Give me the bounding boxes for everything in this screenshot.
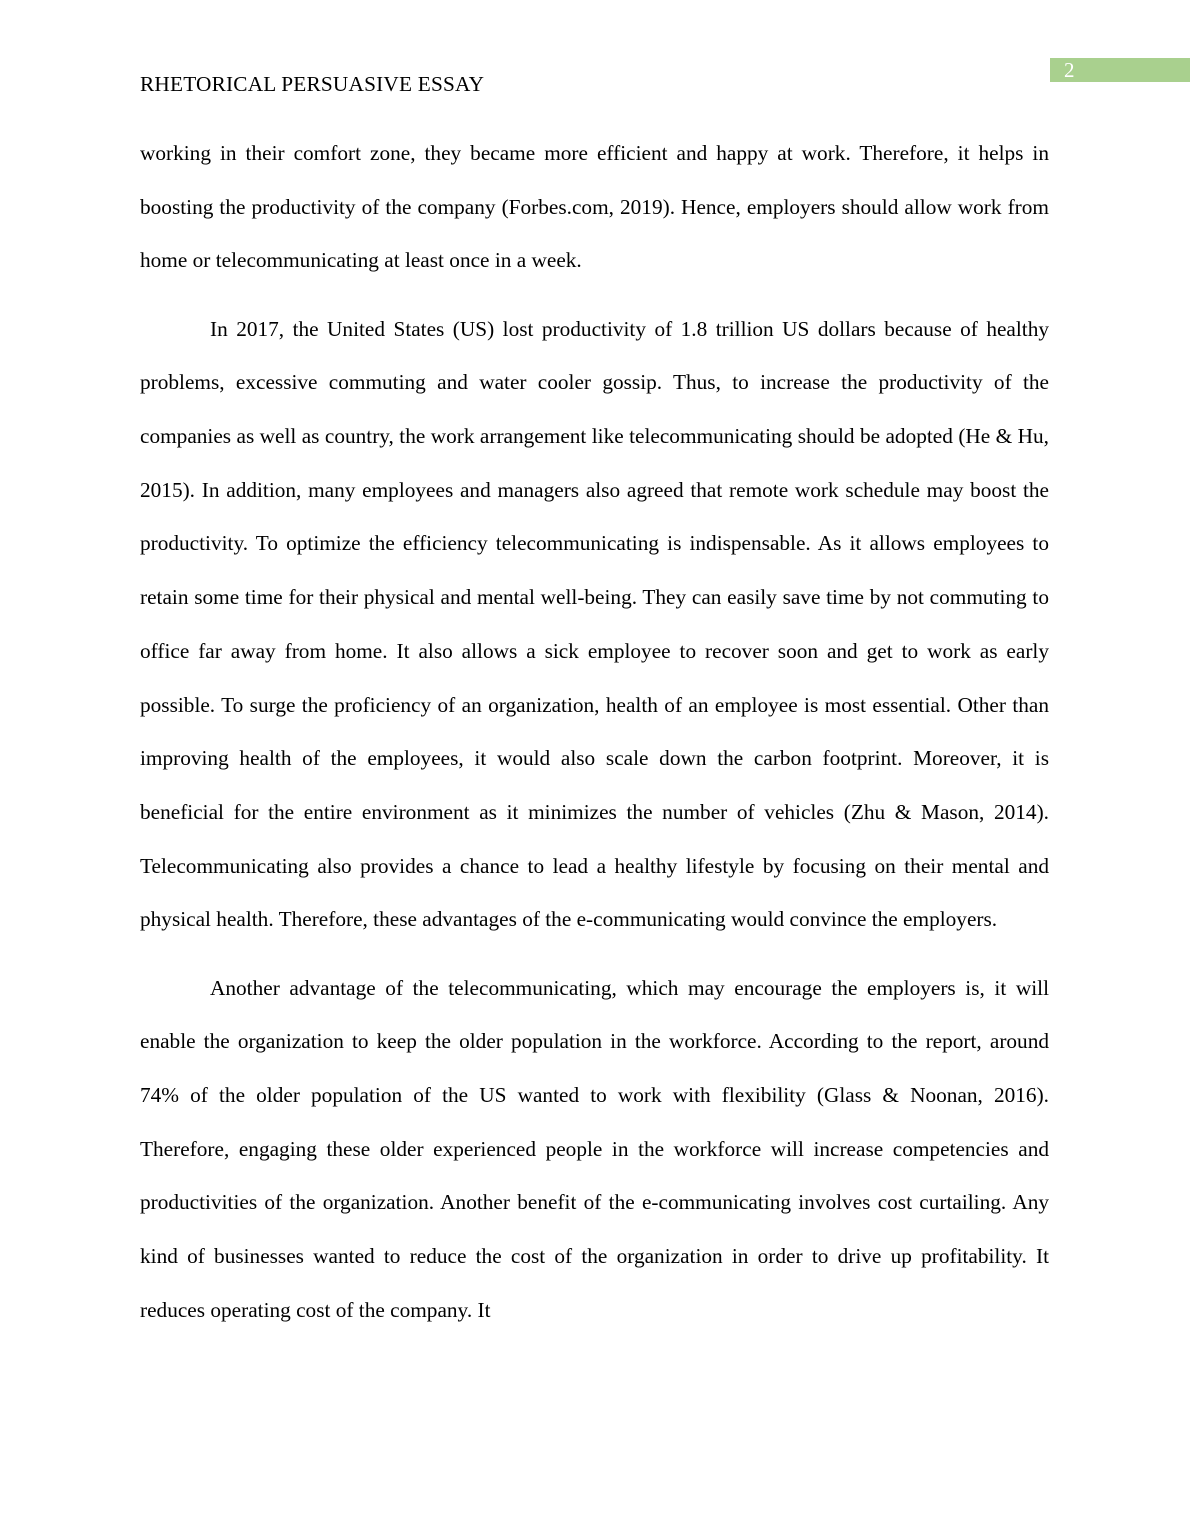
paragraph-continuation: working in their comfort zone, they became more efficient and happy at work. Therefore, it helps in boosting the productivity of the company (Forbes.com, 2019). Hence, employers should allow work from home or telecommunicating at least once in a week. — [140, 141, 1049, 273]
page-number: 2 — [1064, 58, 1075, 82]
paragraph-older-workforce: Another advantage of the telecommunicating, which may encourage the employers is, it will enable the organization to keep the older population in the workforce. According to the report, around 74% of the older population of the US wanted to work with flexibility (Glass & Noonan, 2016). Therefore, engaging these older experienced people in the workforce will increase competencies and productivities of the organization. Another benefit of the e-communicating involves cost curtailing. Any kind of businesses wanted to reduce the cost of the organization in order to drive up profitability. It reduces operating cost of the company. It — [140, 975, 1049, 1322]
paragraph-productivity: In 2017, the United States (US) lost productivity of 1.8 trillion US dollars because of healthy problems, excessive commuting and water cooler gossip. Thus, to increase the productivity of the companies as well as country, the work arrangement like telecommunicating should be adopted (He & Hu, 2015). In addition, many employees and managers also agreed that remote work schedule may boost the productivity. To optimize the efficiency telecommunicating is indispensable. As it allows employees to retain some time for their physical and mental well-being. They can easily save time by not commuting to office far away from home. It also allows a sick employee to recover soon and get to work as early possible. To surge the proficiency of an organization, health of an employee is most essential. Other than improving health of the employees, it would also scale down the carbon footprint. Moreover, it is beneficial for the entire environment as it minimizes the number of vehicles (Zhu & Mason, 2014). Telecommunicating also provides a chance to lead a healthy lifestyle by focusing on their mental and physical health. Therefore, these advantages of the e-communicating would convince the employers. — [140, 316, 1049, 932]
essay-body — [140, 127, 1049, 1337]
running-head: RHETORICAL PERSUASIVE ESSAY — [140, 72, 485, 96]
page-number-box — [1050, 58, 1190, 82]
